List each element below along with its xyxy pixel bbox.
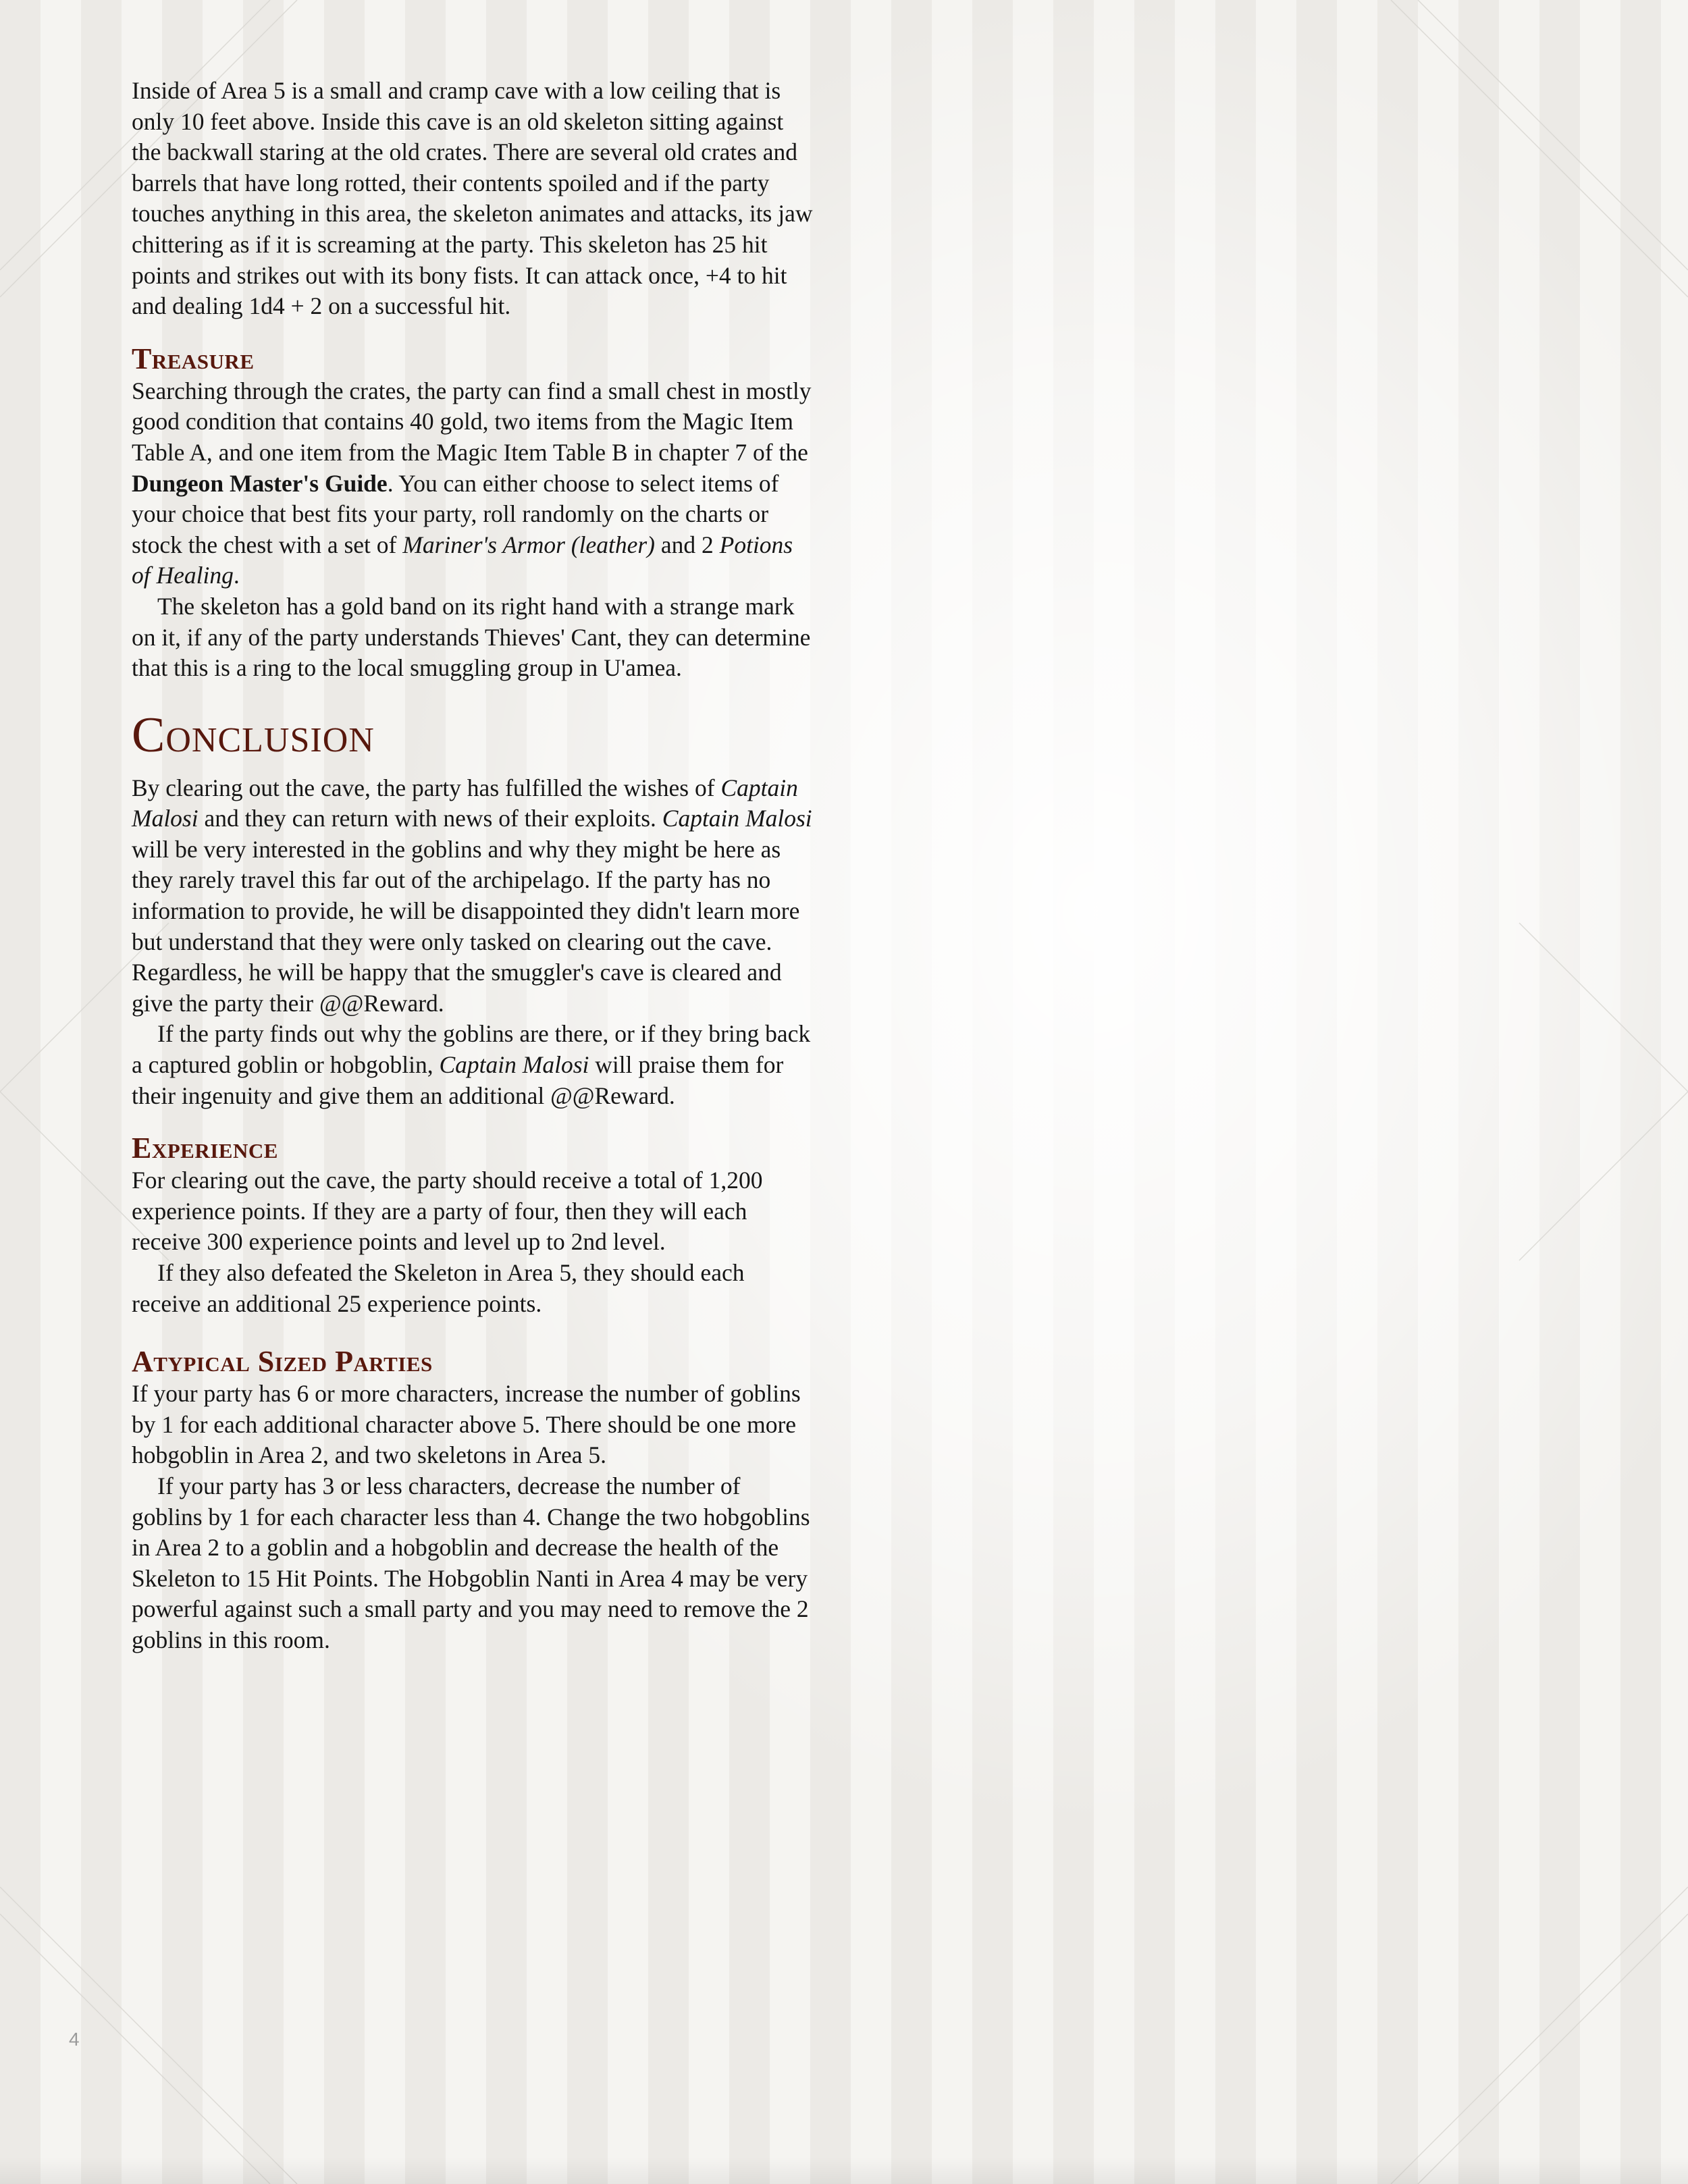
text-column [132, 76, 814, 1656]
treasure-paragraph: Searching through the crates, the party can find a small chest in mostly good condition that contains 40 gold, two items from the Magic Item Table A, and one item from the Magic Item Table B in chapter 7 of the Dungeon Master's Guide. You can either choose to select items of your choice that best fits your party, roll randomly on the charts or stock the chest with a set of Mariner's Armor (leather) and 2 Potions of Healing. [132, 377, 812, 589]
item-potions-of-healing: Potions of Healing [132, 531, 793, 589]
conclusion-heading: Conclusion [132, 707, 375, 763]
experience-paragraph: For clearing out the cave, the party should receive a total of 1,200 experience points. If they are a party of four, then they will each receive 300 experience points and level up to 2nd level. [132, 1167, 763, 1256]
npc-name: Captain Malosi [132, 774, 798, 832]
npc-name: Captain Malosi [439, 1051, 589, 1079]
atypical-paragraph: If your party has 6 or more characters, increase the number of goblins by 1 for each additional character above 5. There should be one more hobgoblin in Area 2, and two skeletons in Area 5. [132, 1380, 801, 1469]
conclusion-paragraph: By clearing out the cave, the party has fulfilled the wishes of Captain Malosi and they can return with news of their exploits. Captain Malosi will be very interested in the goblins and why they might be here as they rarely travel this far out of the archipelago. If the party has no information to provide, he will be disappointed they didn't learn more but understand that they were only tasked on clearing out the cave. Regardless, he will be happy that the smuggler's cave is cleared and give the party their @@Reward. [132, 774, 812, 1017]
treasure-paragraph-2: The skeleton has a gold band on its right hand with a strange mark on it, if any of the party understands Thieves' Cant, they can determine that this is a ring to the local smuggling group in U'amea. [132, 592, 811, 682]
conclusion-paragraph-2: If the party finds out why the goblins are there, or if they bring back a captured goblin or hobgoblin, Captain Malosi will praise them for their ingenuity and give them an additional @@Reward. [132, 1020, 811, 1109]
treasure-heading: Treasure [132, 342, 255, 375]
experience-heading: Experience [132, 1131, 278, 1165]
item-mariners-armor: Mariner's Armor (leather) [402, 531, 655, 558]
intro-paragraph: Inside of Area 5 is a small and cramp cave with a low ceiling that is only 10 feet above. Inside this cave is an old skeleton sitting against the backwall staring at the old crates. There are several old crates and barrels that have long rotted, their contents spoiled and if the party touches anything in this area, the skeleton animates and attacks, its jaw chittering as if it is screaming at the party. This skeleton has 25 hit points and strikes out with its bony fists. It can attack once, +4 to hit and dealing 1d4 + 2 on a successful hit. [132, 77, 813, 320]
book-title: Dungeon Master's Guide [132, 469, 388, 497]
bottom-edge-shade [0, 2157, 1688, 2184]
experience-paragraph-2: If they also defeated the Skeleton in Area 5, they should each receive an additional 25 experience points. [132, 1259, 745, 1317]
atypical-parties-heading: Atypical Sized Parties [132, 1345, 433, 1379]
page-number: 4 [69, 2029, 80, 2050]
npc-name: Captain Malosi [662, 805, 812, 832]
atypical-paragraph-2: If your party has 3 or less characters, decrease the number of goblins by 1 for each character less than 4. Change the two hobgoblins in Area 2 to a goblin and a hobgoblin and decrease the health of the Skeleton to 15 Hit Points. The Hobgoblin Nanti in Area 4 may be very powerful against such a small party and you may need to remove the 2 goblins in this room. [132, 1472, 810, 1653]
